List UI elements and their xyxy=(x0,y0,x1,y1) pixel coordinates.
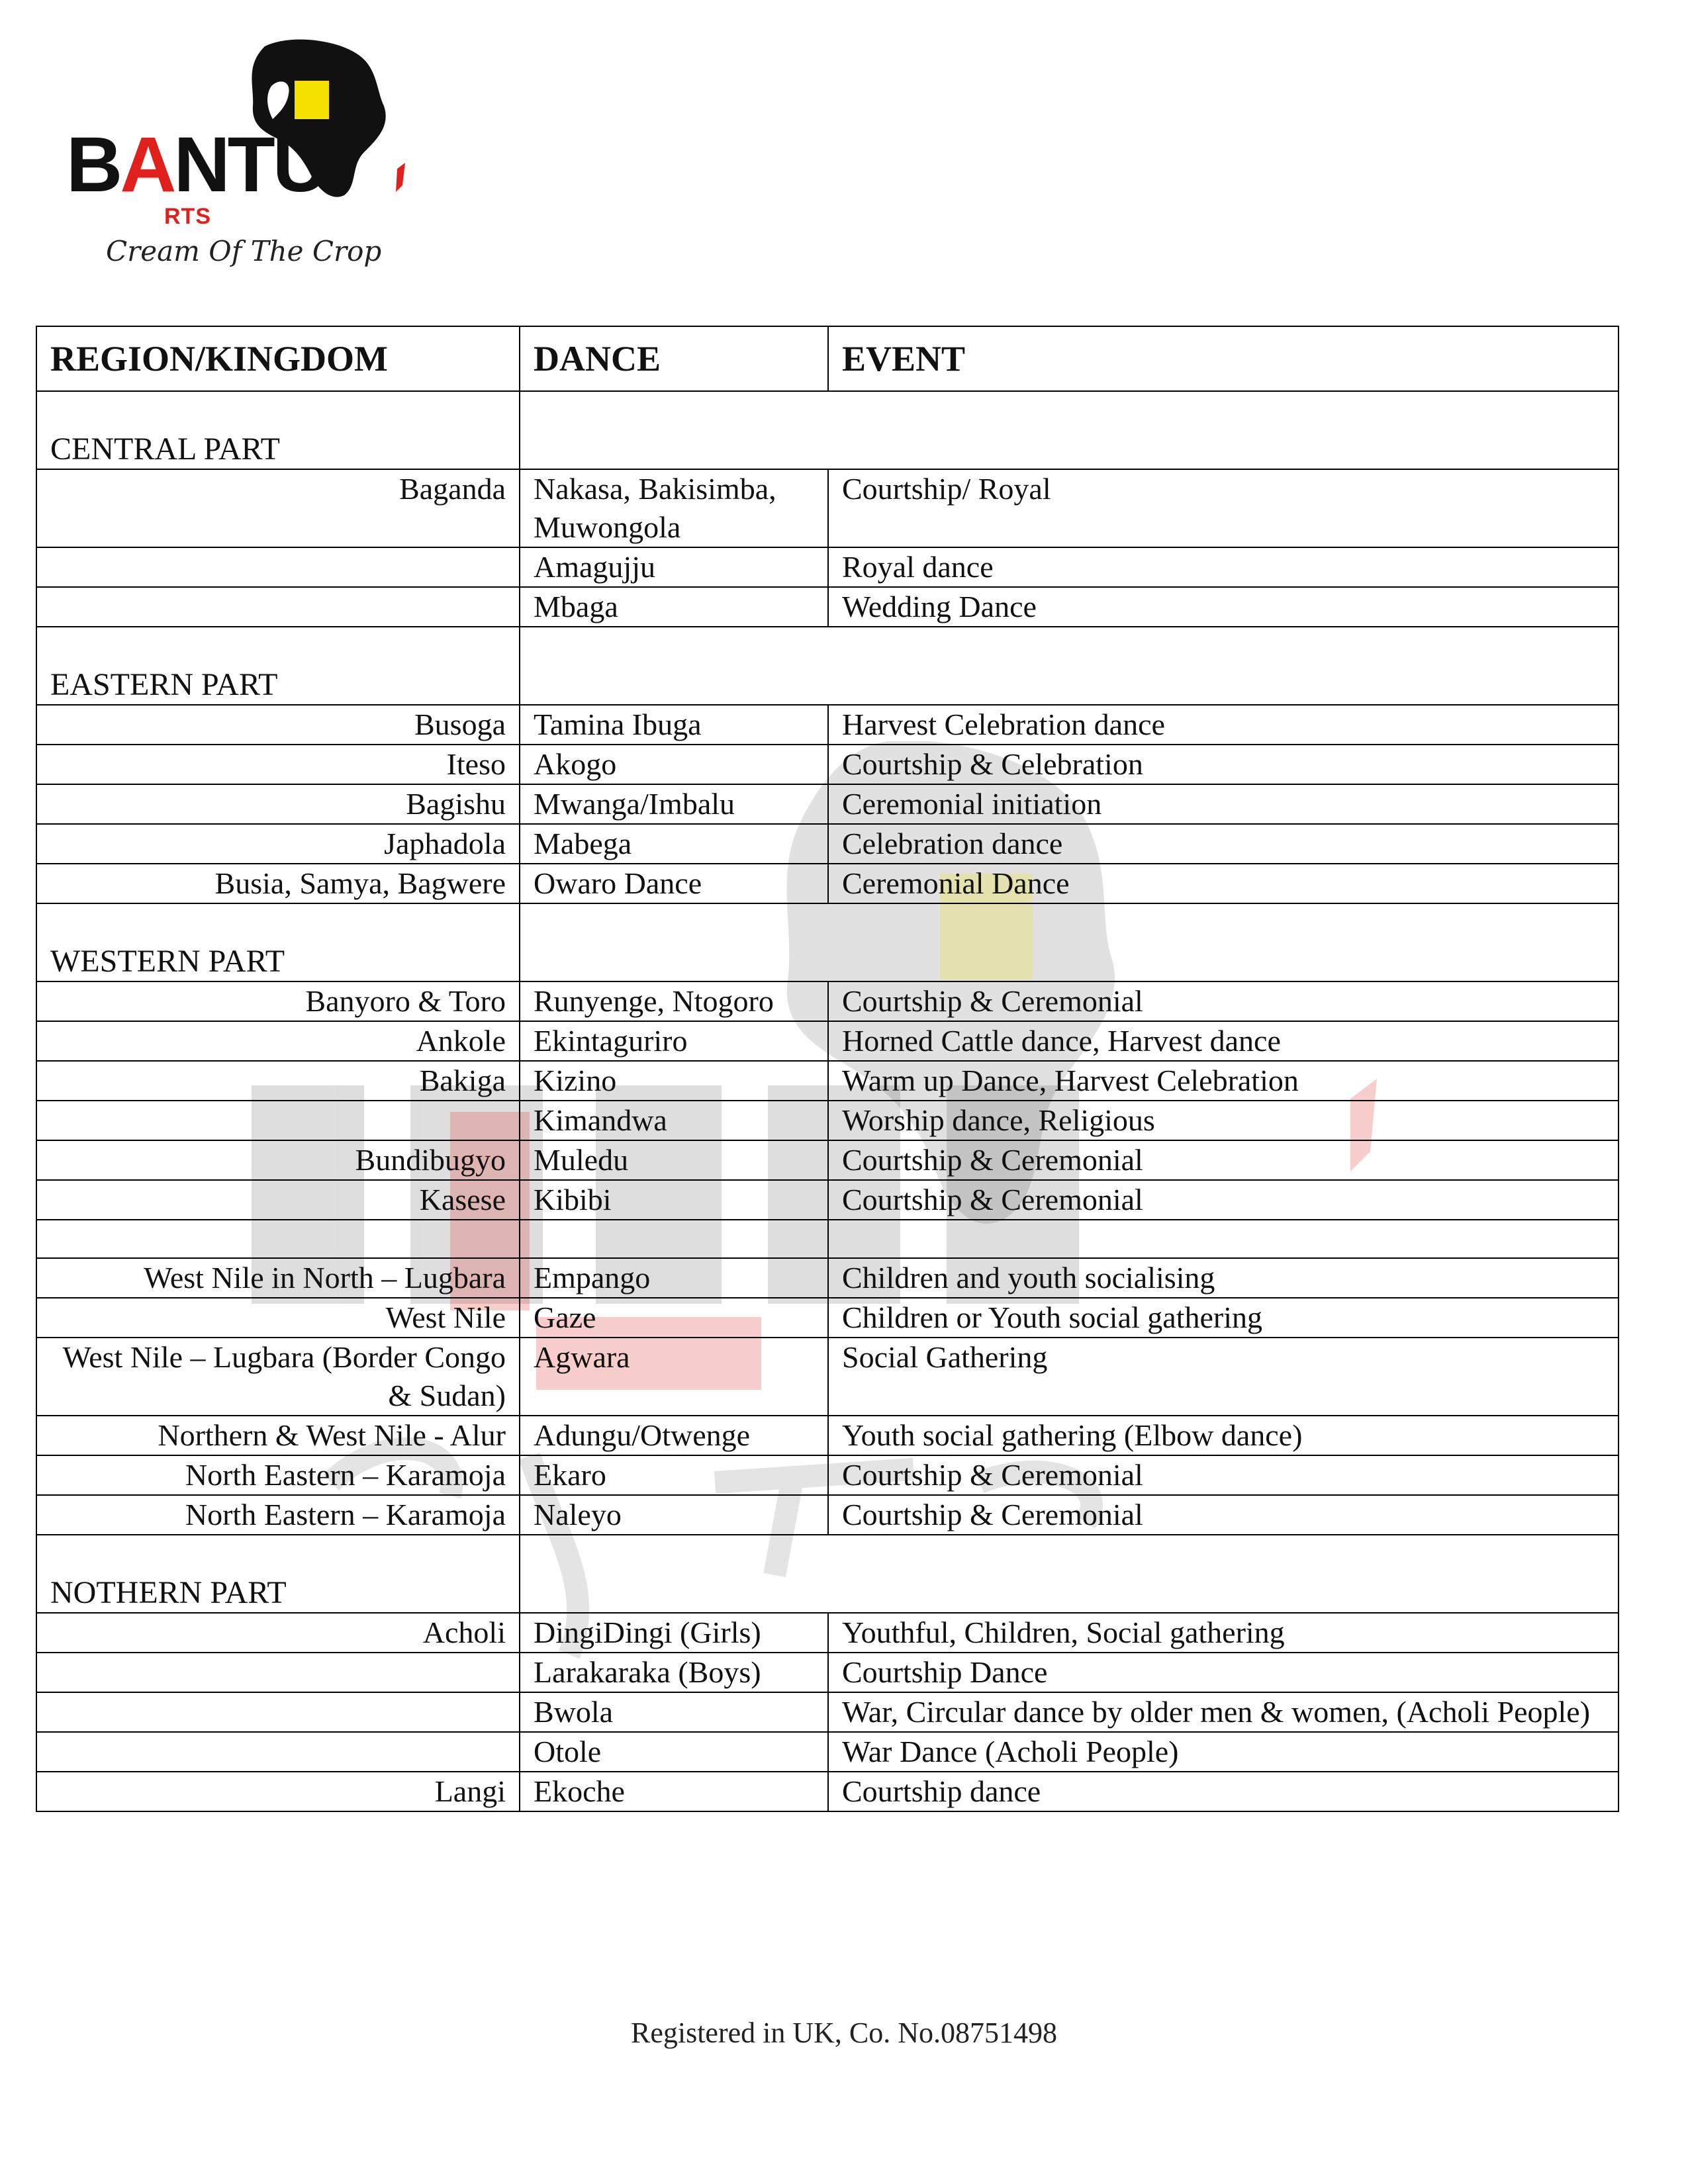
logo-letter-b: B xyxy=(66,121,120,208)
dance-cell: Ekaro xyxy=(520,1455,828,1495)
table-row xyxy=(36,864,1618,903)
table-row xyxy=(36,547,1618,587)
dance-cell: DingiDingi (Girls) xyxy=(520,1613,828,1653)
dance-cell: Ekintaguriro xyxy=(520,1021,828,1061)
dance-cell: Mbaga xyxy=(520,587,828,627)
event-cell: Children or Youth social gathering xyxy=(828,1298,1618,1338)
dance-cell: Amagujju xyxy=(520,547,828,587)
section-blank-cell xyxy=(520,627,1618,705)
section-blank-cell xyxy=(520,903,1618,981)
region-cell: Ankole xyxy=(36,1021,520,1061)
table-row xyxy=(36,745,1618,784)
dance-cell: Runyenge, Ntogoro xyxy=(520,981,828,1021)
region-cell: West Nile xyxy=(36,1298,520,1338)
dance-cell: Empango xyxy=(520,1258,828,1298)
event-cell: Worship dance, Religious xyxy=(828,1101,1618,1140)
dance-cell: Naleyo xyxy=(520,1495,828,1535)
table-row xyxy=(36,1732,1618,1772)
dance-cell: Mwanga/Imbalu xyxy=(520,784,828,824)
table-body xyxy=(36,391,1618,1811)
table-row xyxy=(36,1140,1618,1180)
region-cell: Japhadola xyxy=(36,824,520,864)
section-title: NOTHERN PART xyxy=(36,1535,520,1613)
table-row xyxy=(36,1772,1618,1811)
dance-cell: Kimandwa xyxy=(520,1101,828,1140)
region-cell: Banyoro & Toro xyxy=(36,981,520,1021)
section-blank-cell xyxy=(520,1535,1618,1613)
region-cell: North Eastern – Karamoja xyxy=(36,1495,520,1535)
header-region: REGION/KINGDOM xyxy=(36,326,520,391)
section-title: WESTERN PART xyxy=(36,903,520,981)
table-header-row xyxy=(36,326,1618,391)
table-row xyxy=(36,784,1618,824)
dance-cell: Tamina Ibuga xyxy=(520,705,828,745)
event-cell: Courtship & Ceremonial xyxy=(828,1455,1618,1495)
event-cell: Wedding Dance xyxy=(828,587,1618,627)
table-row xyxy=(36,1613,1618,1653)
region-cell: Iteso xyxy=(36,745,520,784)
region-cell xyxy=(36,1653,520,1692)
table-row xyxy=(36,1338,1618,1416)
region-cell: Busia, Samya, Bagwere xyxy=(36,864,520,903)
region-cell xyxy=(36,1732,520,1772)
region-cell xyxy=(36,1692,520,1732)
region-cell: Langi xyxy=(36,1772,520,1811)
event-cell: War, Circular dance by older men & women, (Acholi People) xyxy=(828,1692,1618,1732)
registration-footer: Registered in UK, Co. No.08751498 xyxy=(630,2017,1058,2049)
event-cell: Social Gathering xyxy=(828,1338,1618,1416)
dance-cell: Agwara xyxy=(520,1338,828,1416)
region-cell: North Eastern – Karamoja xyxy=(36,1455,520,1495)
logo-slogan: Cream Of The Crop xyxy=(106,235,382,267)
logo-wordmark xyxy=(66,121,326,208)
dance-cell xyxy=(520,1220,828,1258)
region-cell: Busoga xyxy=(36,705,520,745)
dance-cell: Kibibi xyxy=(520,1180,828,1220)
logo-arts: RTS xyxy=(164,204,211,229)
dance-cell: Owaro Dance xyxy=(520,864,828,903)
region-cell: West Nile in North – Lugbara xyxy=(36,1258,520,1298)
event-cell: Youthful, Children, Social gathering xyxy=(828,1613,1618,1653)
event-cell: War Dance (Acholi People) xyxy=(828,1732,1618,1772)
event-cell: Youth social gathering (Elbow dance) xyxy=(828,1416,1618,1455)
event-cell: Celebration dance xyxy=(828,824,1618,864)
event-cell: Horned Cattle dance, Harvest dance xyxy=(828,1021,1618,1061)
region-cell: Acholi xyxy=(36,1613,520,1653)
table-row xyxy=(36,705,1618,745)
region-cell: Bakiga xyxy=(36,1061,520,1101)
table-row xyxy=(36,1101,1618,1140)
event-cell: Courtship & Ceremonial xyxy=(828,981,1618,1021)
event-cell: Children and youth socialising xyxy=(828,1258,1618,1298)
table-row xyxy=(36,1455,1618,1495)
table-row xyxy=(36,1653,1618,1692)
event-cell: Courtship & Ceremonial xyxy=(828,1495,1618,1535)
dance-table xyxy=(36,326,1619,1812)
dance-cell: Kizino xyxy=(520,1061,828,1101)
event-cell: Courtship Dance xyxy=(828,1653,1618,1692)
logo-letter-a: A xyxy=(120,121,174,208)
table-row xyxy=(36,1220,1618,1258)
table-row xyxy=(36,469,1618,547)
region-cell: Bundibugyo xyxy=(36,1140,520,1180)
table-row xyxy=(36,1061,1618,1101)
dance-cell: Bwola xyxy=(520,1692,828,1732)
section-title: EASTERN PART xyxy=(36,627,520,705)
region-cell xyxy=(36,1220,520,1258)
event-cell: Courtship dance xyxy=(828,1772,1618,1811)
event-cell xyxy=(828,1220,1618,1258)
region-cell xyxy=(36,1101,520,1140)
event-cell: Ceremonial initiation xyxy=(828,784,1618,824)
dance-cell: Larakaraka (Boys) xyxy=(520,1653,828,1692)
dance-cell: Muledu xyxy=(520,1140,828,1180)
region-cell: Northern & West Nile - Alur xyxy=(36,1416,520,1455)
table-row xyxy=(36,1298,1618,1338)
table-row xyxy=(36,1258,1618,1298)
section-row xyxy=(36,627,1618,705)
event-cell: Courtship & Celebration xyxy=(828,745,1618,784)
region-cell: Kasese xyxy=(36,1180,520,1220)
event-cell: Courtship/ Royal xyxy=(828,469,1618,547)
table-row xyxy=(36,1416,1618,1455)
table-row xyxy=(36,1180,1618,1220)
dance-cell: Mabega xyxy=(520,824,828,864)
header-dance: DANCE xyxy=(520,326,828,391)
section-row xyxy=(36,903,1618,981)
event-cell: Warm up Dance, Harvest Celebration xyxy=(828,1061,1618,1101)
region-cell: Baganda xyxy=(36,469,520,547)
section-row xyxy=(36,1535,1618,1613)
table-row xyxy=(36,824,1618,864)
section-row xyxy=(36,391,1618,469)
section-blank-cell xyxy=(520,391,1618,469)
section-title: CENTRAL PART xyxy=(36,391,520,469)
region-cell: Bagishu xyxy=(36,784,520,824)
table-row xyxy=(36,1692,1618,1732)
event-cell: Courtship & Ceremonial xyxy=(828,1180,1618,1220)
dance-cell: Akogo xyxy=(520,745,828,784)
dance-cell: Otole xyxy=(520,1732,828,1772)
dance-cell: Ekoche xyxy=(520,1772,828,1811)
table-row xyxy=(36,981,1618,1021)
table-row xyxy=(36,1021,1618,1061)
table-row xyxy=(36,587,1618,627)
event-cell: Courtship & Ceremonial xyxy=(828,1140,1618,1180)
dance-cell: Adungu/Otwenge xyxy=(520,1416,828,1455)
event-cell: Ceremonial Dance xyxy=(828,864,1618,903)
table-row xyxy=(36,1495,1618,1535)
bantu-arts-logo xyxy=(66,33,410,285)
region-cell: West Nile – Lugbara (Border Congo & Sudan) xyxy=(36,1338,520,1416)
logo-letters-ntu: NTU xyxy=(173,121,326,208)
dance-cell: Gaze xyxy=(520,1298,828,1338)
region-cell xyxy=(36,587,520,627)
dance-cell: Nakasa, Bakisimba, Muwongola xyxy=(520,469,828,547)
region-cell xyxy=(36,547,520,587)
event-cell: Harvest Celebration dance xyxy=(828,705,1618,745)
event-cell: Royal dance xyxy=(828,547,1618,587)
header-event: EVENT xyxy=(828,326,1618,391)
